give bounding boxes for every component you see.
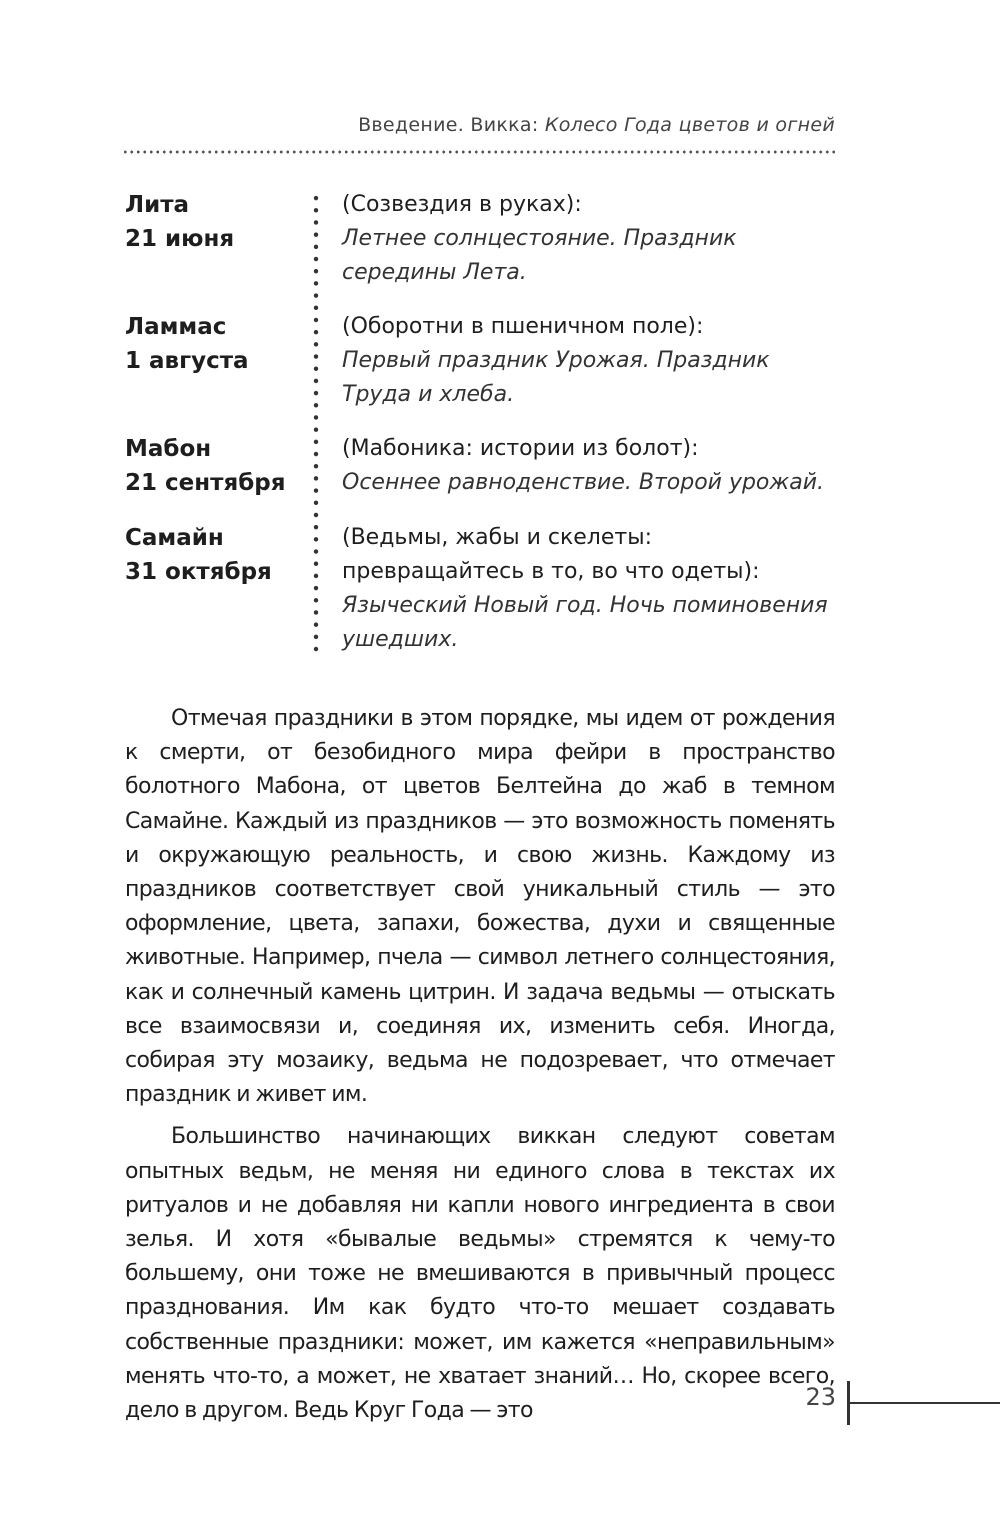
vertical-dotted-divider xyxy=(313,192,319,658)
sabbat-date: 21 сентября xyxy=(125,470,286,496)
sabbat-name: Ламмас xyxy=(125,314,227,340)
header-subtitle: Колесо Года цветов и огней xyxy=(544,114,835,136)
page-number: 23 xyxy=(805,1383,836,1411)
sabbat-date: 21 июня xyxy=(125,226,235,252)
sabbat-meaning: Языческий Новый год. Ночь поминовения ушедших. xyxy=(342,593,828,652)
sabbat-description xyxy=(342,188,838,290)
sabbat-date: 1 августа xyxy=(125,348,249,374)
sabbat-description xyxy=(342,432,838,500)
sabbat-description xyxy=(342,521,838,657)
sabbat-date: 31 октября xyxy=(125,559,272,585)
sabbat-name: Самайн xyxy=(125,525,224,551)
running-header xyxy=(122,114,835,136)
sabbat-meaning: Осеннее равноденствие. Второй урожай. xyxy=(342,470,824,495)
paragraph: Отмечая праздники в этом порядке, мы идем от рождения к смерти, от безобидного мира фейри в пространство болотного Мабона, от цветов Белтейна до жаб в темном Самайне. Каждый из праздников — это возможность поменять и окружающую реальность, и свою жизнь. Каждому из праздников соответствует свой уникальный стиль — это оформление, цвета, запахи, божества, духи и священные животные. Например, пчела — символ летнего солнцестояния, как и солнечный камень цитрин. И задача ведьмы — отыскать все взаимосвязи и, соединяя их, изменить себя. Иногда, собирая эту мозаику, ведьма не подозревает, что отмечает праздник и живет им. xyxy=(125,706,835,1108)
sabbat-theme: (Мабоника: истории из болот): xyxy=(342,436,699,461)
sabbat-name: Лита xyxy=(125,192,190,218)
body-text xyxy=(125,702,835,1428)
header-dotted-rule xyxy=(122,150,835,154)
paragraph: Большинство начинающих виккан следуют советам опытных ведьм, не меняя ни единого слова в текстах их ритуалов и не добавляя ни капли нового ингредиента в свои зелья. И хотя «бывалые ведьмы» стремятся к чему-то большему, они тоже не вмешиваются в привычный процесс празднования. Им как будто что-то мешает создавать собственные праздники: может, им кажется «неправильным» менять что-то, а может, не хватает знаний… Но, скорее всего, дело в другом. Ведь Круг Года — это xyxy=(125,1124,835,1424)
sabbat-meaning: Летнее солнцестояние. Праздник середины Лета. xyxy=(342,226,737,285)
page-number-rule-horizontal xyxy=(850,1402,1000,1404)
sabbat-meaning: Первый праздник Урожая. Праздник Труда и хлеба. xyxy=(342,348,770,407)
sabbat-theme: (Ведьмы, жабы и скелеты: превращайтесь в то, во что одеты): xyxy=(342,525,760,584)
sabbat-theme: (Оборотни в пшеничном поле): xyxy=(342,314,704,339)
sabbat-description xyxy=(342,310,838,412)
sabbat-theme: (Созвездия в руках): xyxy=(342,192,582,217)
sabbat-name: Мабон xyxy=(125,436,212,462)
header-section: Введение. Викка: xyxy=(358,114,545,136)
